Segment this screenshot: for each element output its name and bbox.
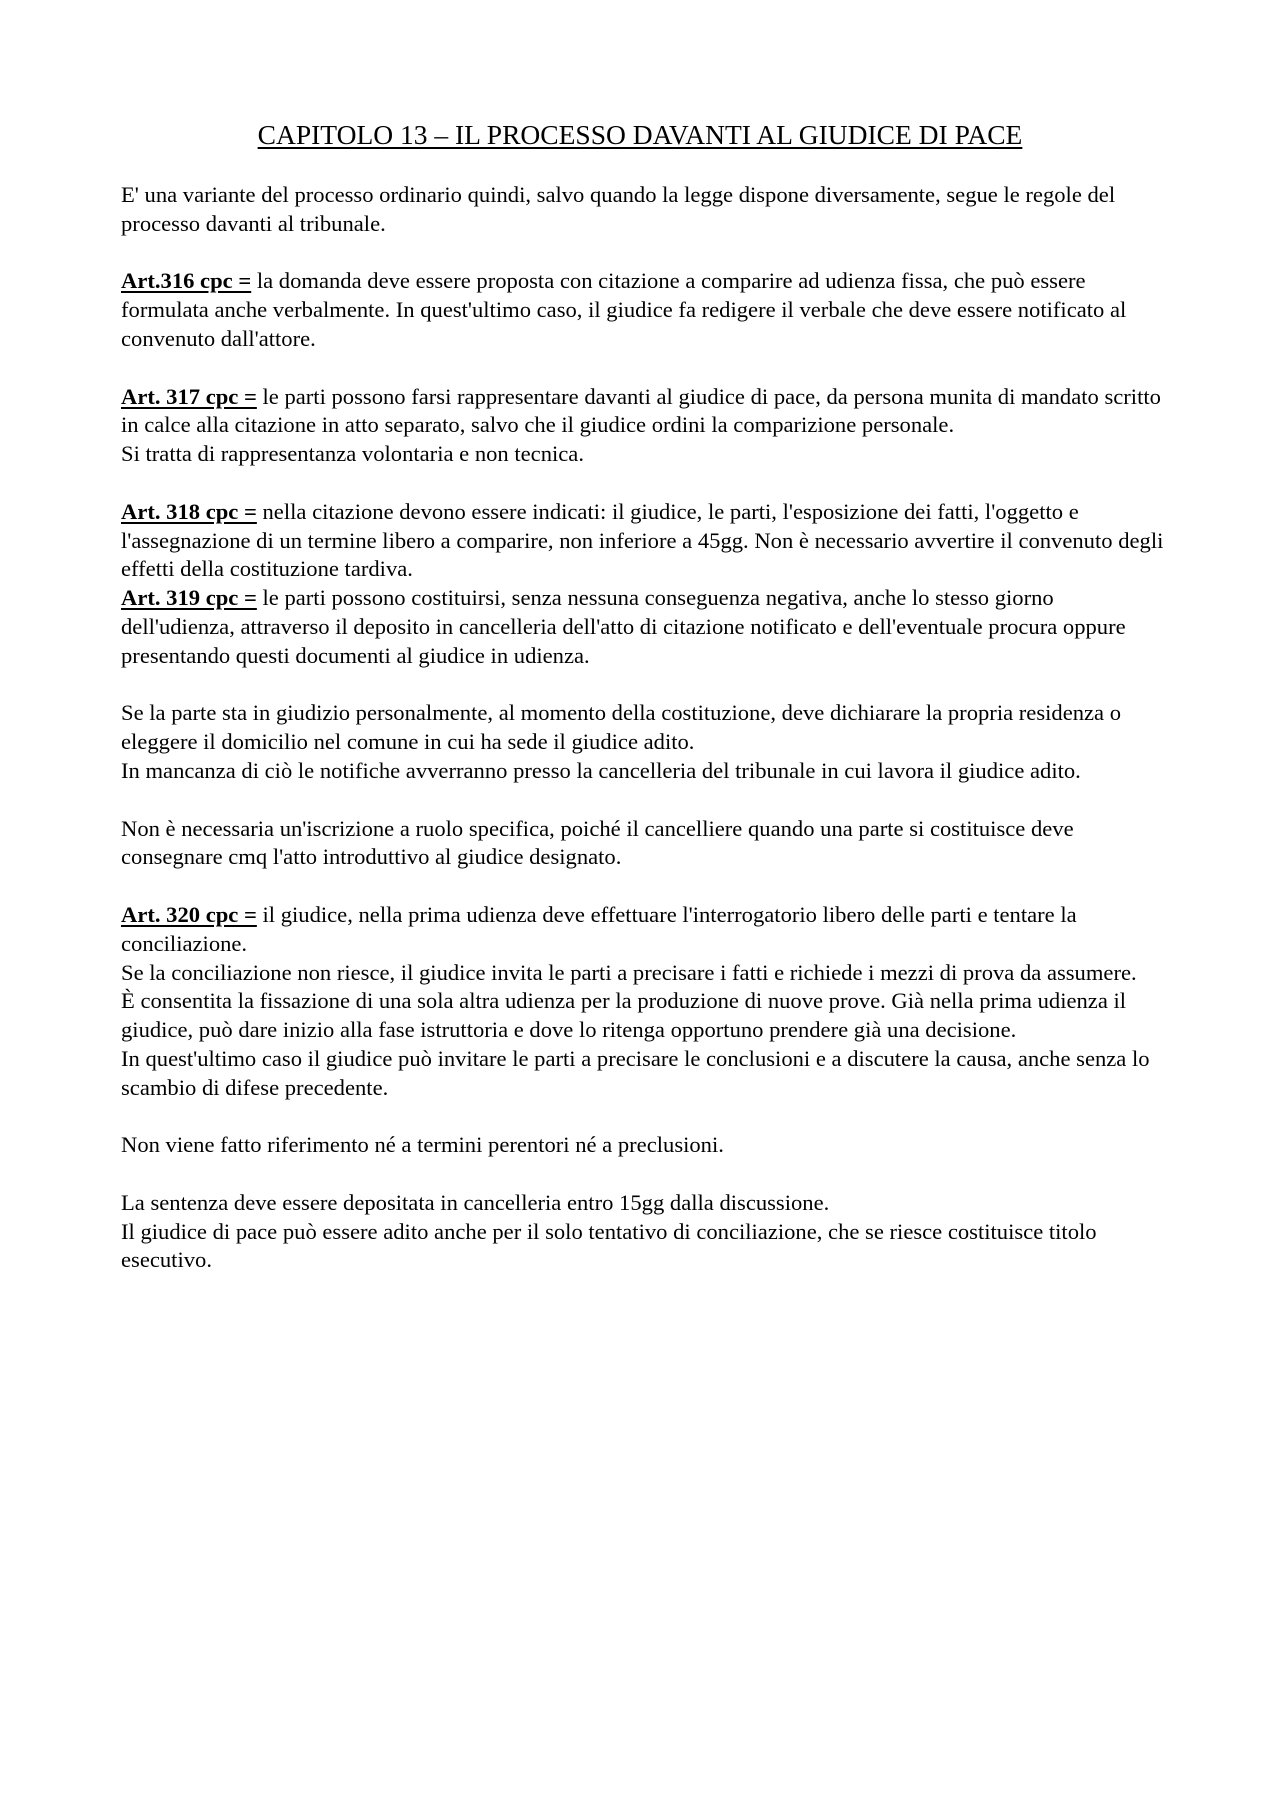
spacer xyxy=(121,872,1171,901)
document-body xyxy=(121,181,1171,1275)
art320-paragraph xyxy=(121,901,1171,959)
art317-label: Art. 317 cpc = xyxy=(121,383,257,409)
art317-text: le parti possono farsi rappresentare davanti al giudice di pace, da persona munita di mandato scritto in calce alla citazione in atto separato, salvo che il giudice ordini la comparizione personale. xyxy=(121,383,1161,438)
art319-paragraph xyxy=(121,584,1171,670)
notifiche-paragraph: In mancanza di ciò le notifiche avverranno presso la cancelleria del tribunale in cui lavora il giudice adito. xyxy=(121,757,1081,783)
art319-text: le parti possono costituirsi, senza nessuna conseguenza negativa, anche lo stesso giorno dell'udienza, attraverso il deposito in cancelleria dell'atto di citazione notificato e dell'eventuale procura oppure presentando questi documenti al giudice in udienza. xyxy=(121,585,1126,668)
art320-conclusioni-paragraph: In quest'ultimo caso il giudice può invitare le parti a precisare le conclusioni e a discutere la causa, anche senza lo scambio di difese precedente. xyxy=(121,1045,1150,1100)
spacer xyxy=(121,1103,1171,1132)
art318-text: nella citazione devono essere indicati: il giudice, le parti, l'esposizione dei fatti, l'oggetto e l'assegnazione di un termine libero a comparire, non inferiore a 45gg. Non è necessario avvertire il convenuto degli effetti della costituzione tardiva. xyxy=(121,498,1164,582)
spacer xyxy=(121,469,1171,498)
art316-label: Art.316 cpc = xyxy=(121,268,252,294)
art320-conciliazione-paragraph: Se la conciliazione non riesce, il giudice invita le parti a precisare i fatti e richiede i mezzi di prova da assumere. xyxy=(121,959,1137,985)
spacer xyxy=(121,239,1171,268)
spacer xyxy=(121,786,1171,815)
art316-paragraph xyxy=(121,267,1171,353)
art318-label: Art. 318 cpc = xyxy=(121,498,257,524)
preclusioni-paragraph: Non viene fatto riferimento né a termini perentori né a preclusioni. xyxy=(121,1132,724,1158)
art318-paragraph xyxy=(121,498,1171,584)
sentenza-paragraph: La sentenza deve essere depositata in cancelleria entro 15gg dalla discussione. xyxy=(121,1189,830,1215)
art320-label: Art. 320 cpc = xyxy=(121,901,257,927)
art320-udienza-paragraph: È consentita la fissazione di una sola altra udienza per la produzione di nuove prove. Già nella prima udienza il giudice, può dare inizio alla fase istruttoria e dove lo ritenga opportuno prendere già una decisione. xyxy=(121,988,1127,1043)
art319-label: Art. 319 cpc = xyxy=(121,585,257,611)
art317-note: Si tratta di rappresentanza volontaria e non tecnica. xyxy=(121,441,584,467)
iscrizione-paragraph: Non è necessaria un'iscrizione a ruolo specifica, poiché il cancelliere quando una parte si costituisce deve consegnare cmq l'atto introduttivo al giudice designato. xyxy=(121,815,1074,870)
page-title: CAPITOLO 13 – IL PROCESSO DAVANTI AL GIUDICE DI PACE xyxy=(257,119,1023,150)
spacer xyxy=(121,671,1171,700)
spacer xyxy=(121,1160,1171,1189)
art316-text: la domanda deve essere proposta con citazione a comparire ad udienza fissa, che può essere formulata anche verbalmente. In quest'ultimo caso, il giudice fa redigere il verbale che deve essere notificato al convenuto dall'attore. xyxy=(121,268,1127,351)
art317-paragraph xyxy=(121,383,1171,441)
art320-text: il giudice, nella prima udienza deve effettuare l'interrogatorio libero delle parti e tentare la conciliazione. xyxy=(121,901,1077,956)
intro-paragraph: E' una variante del processo ordinario quindi, salvo quando la legge dispone diversamente, segue le regole del processo davanti al tribunale. xyxy=(121,182,1116,236)
spacer xyxy=(121,354,1171,383)
conciliazione-paragraph: Il giudice di pace può essere adito anche per il solo tentativo di conciliazione, che se riesce costituisce titolo esecutivo. xyxy=(121,1218,1097,1273)
residenza-paragraph: Se la parte sta in giudizio personalmente, al momento della costituzione, deve dichiarare la propria residenza o eleggere il domicilio nel comune in cui ha sede il giudice adito. xyxy=(121,700,1122,755)
